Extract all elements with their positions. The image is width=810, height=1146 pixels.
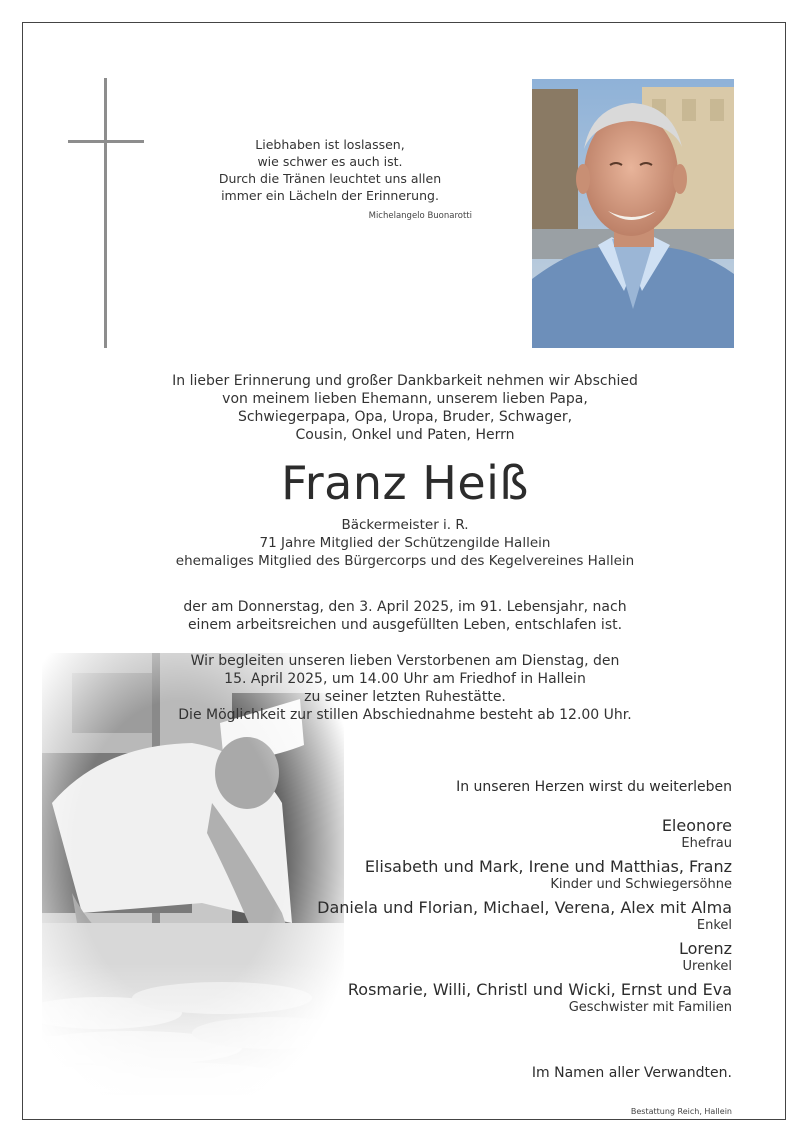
family-entry: [317, 898, 732, 933]
family-entry: [317, 980, 732, 1015]
family-relation: Ehefrau: [681, 836, 732, 851]
family-entry: [317, 939, 732, 974]
family-relation: Kinder und Schwiegersöhne: [550, 877, 732, 892]
funeral-line: Wir begleiten unseren lieben Verstorbenen am Dienstag, den: [190, 653, 620, 669]
intro-line: von meinem lieben Ehemann, unserem lieben Papa,: [222, 391, 588, 407]
poem-line: immer ein Lächeln der Erinnerung.: [221, 188, 439, 203]
funeral-line: Die Möglichkeit zur stillen Abschiednahme besteht ab 12.00 Uhr.: [178, 707, 632, 723]
title-line: Bäckermeister i. R.: [341, 517, 469, 533]
family-names: Eleonore: [661, 816, 732, 835]
death-line: einem arbeitsreichen und ausgefüllten Leben, entschlafen ist.: [187, 617, 623, 633]
family-relation: Geschwister mit Familien: [568, 1000, 732, 1015]
poem-line: Liebhaben ist loslassen,: [255, 137, 405, 152]
deceased-name: Franz Heiß: [281, 456, 529, 510]
funeral-line: 15. April 2025, um 14.00 Uhr am Friedhof in Hallein: [224, 671, 586, 687]
family-names: Lorenz: [678, 939, 732, 958]
family-names: Rosmarie, Willi, Christl und Wicki, Ernst und Eva: [347, 980, 732, 999]
closing-line: Im Namen aller Verwandten.: [531, 1065, 732, 1081]
motto: In unseren Herzen wirst du weiterleben: [456, 779, 732, 795]
family-names: Daniela und Florian, Michael, Verena, Alex mit Alma: [317, 898, 732, 917]
death-notice: [120, 598, 690, 634]
family-relation: Enkel: [696, 918, 732, 933]
poem-author: Michelangelo Buonarotti: [368, 211, 472, 221]
title-line: 71 Jahre Mitglied der Schützengilde Hallein: [259, 535, 551, 551]
poem: [190, 136, 472, 221]
undertaker-credit: Bestattung Reich, Hallein: [630, 1107, 732, 1116]
family-entry: [317, 816, 732, 851]
family-relation: Urenkel: [682, 959, 732, 974]
funeral-notice: [120, 652, 690, 724]
intro-line: In lieber Erinnerung und großer Dankbarkeit nehmen wir Abschied: [172, 373, 638, 389]
intro-text: [120, 372, 690, 444]
deceased-titles: [120, 516, 690, 570]
portrait-photo: [532, 79, 734, 348]
funeral-line: zu seiner letzten Ruhestätte.: [304, 689, 506, 705]
poem-line: Durch die Tränen leuchtet uns allen: [218, 171, 442, 186]
poem-line: wie schwer es auch ist.: [257, 154, 403, 169]
intro-line: Schwiegerpapa, Opa, Uropa, Bruder, Schwager,: [237, 409, 573, 425]
family-entry: [317, 857, 732, 892]
family-names: Elisabeth und Mark, Irene und Matthias, Franz: [364, 857, 732, 876]
death-line: der am Donnerstag, den 3. April 2025, im 91. Lebensjahr, nach: [183, 599, 627, 615]
intro-line: Cousin, Onkel und Paten, Herrn: [295, 427, 515, 443]
title-line: ehemaliges Mitglied des Bürgercorps und des Kegelvereines Hallein: [175, 553, 635, 569]
family-list: [317, 816, 732, 1021]
